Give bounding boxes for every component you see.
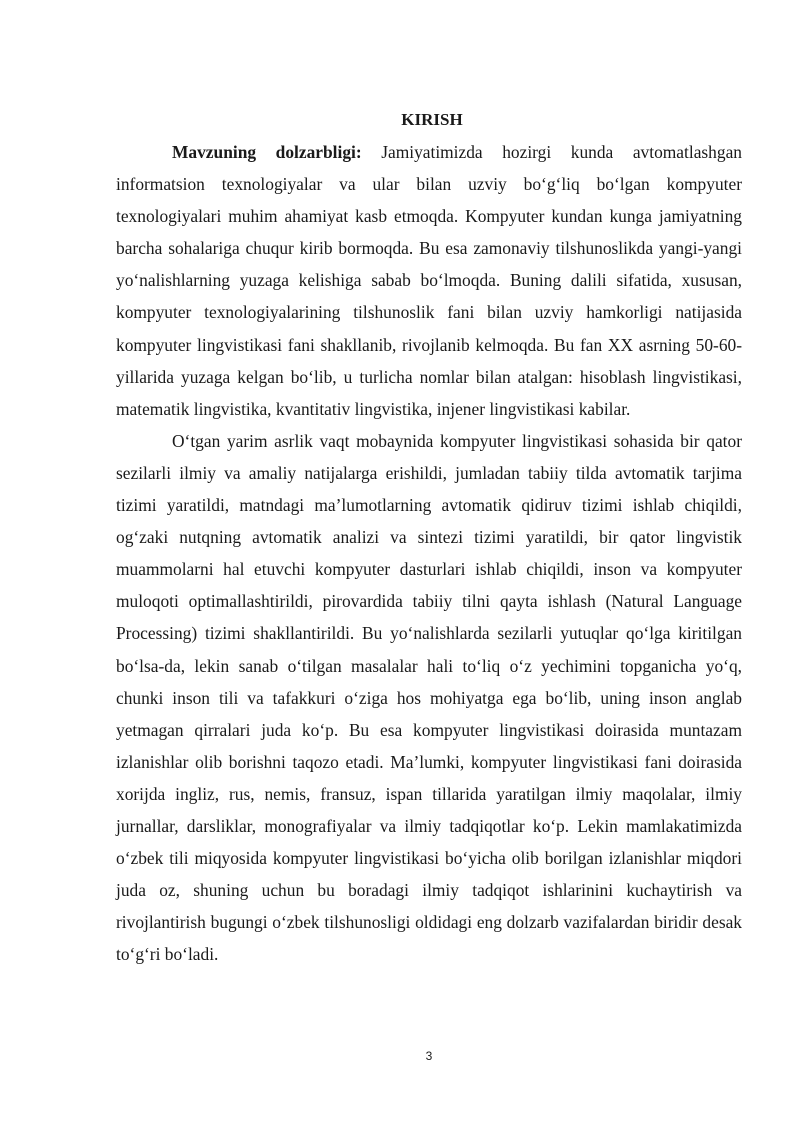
- paragraph-achievements: [116, 425, 742, 971]
- page-content: [116, 106, 742, 970]
- page-number: 3: [425, 1049, 433, 1063]
- paragraph-relevance: [116, 136, 742, 425]
- paragraph-text: O‘tgan yarim asrlik vaqt mobaynida kompyuter lingvistikasi sohasida bir qator sezilarli ilmiy va amaliy natijalarga erishildi, jumladan tabiiy tilda avtomatik tarjima tizimi yaratildi, matndagi ma’lumotlarning avtomatik qidiruv tizimi ishlab chiqildi, og‘zaki nutqning avtomatik analizi va sintezi tizimi yaratildi, bir qator lingvistik muammolarni hal etuvchi kompyuter dasturlari ishlab chiqildi, inson va kompyuter muloqoti optimallashtirildi, pirovardida tabiiy tilni qayta ishlash (Natural Language Processing) tizimi shakllantirildi. Bu yo‘nalishlarda sezilarli yutuqlar qo‘lga kiritilgan bo‘lsa-da, lekin sanab o‘tilgan masalalar hali to‘liq o‘z yechimini topganicha yo‘q, chunki inson tili va tafakkuri o‘ziga hos mohiyatga ega bo‘lib, uning inson anglab yetmagan qirralari juda ko‘p. Bu esa kompyuter lingvistikasi doirasida muntazam izlanishlar olib borishni taqozo etadi. Ma’lumki, kompyuter lingvistikasi fani doirasida xorijda ingliz, rus, nemis, fransuz, ispan tillarida yaratilgan ilmiy maqolalar, ilmiy jurnallar, darsliklar, monografiyalar va ilmiy tadqiqotlar ko‘p. Lekin mamlakatimizda o‘zbek tili miqyosida kompyuter lingvistikasi bo‘yicha olib borilgan izlanishlar miqdori juda oz, shuning uchun bu boradagi ilmiy tadqiqot ishlarinini kuchaytirish va rivojlantirish bugungi o‘zbek tilshunosligi oldidagi eng dolzarb vazifalardan biridir desak to‘g‘ri bo‘ladi.: [116, 430, 742, 965]
- paragraph-text: Jamiyatimizda hozirgi kunda avtomatlashgan informatsion texnologiyalar va ular bilan uzviy bo‘g‘liq bo‘lgan kompyuter texnologiyalari muhim ahamiyat kasb etmoqda. Kompyuter kundan kunga jamiyatning barcha sohalariga chuqur kirib bormoqda. Bu esa zamonaviy tilshunoslikda yangi-yangi yo‘nalishlarning yuzaga kelishiga sabab bo‘lmoqda. Buning dalili sifatida, xususan, kompyuter texnologiyalarining tilshunoslik fani bilan uzviy hamkorligi natijasida kompyuter lingvistikasi fani shakllanib, rivojlanib kelmoqda. Bu fan XX asrning 50-60-yillarida yuzaga kelgan bo‘lib, u turlicha nomlar bilan atalgan: hisoblash lingvistikasi, matematik lingvistika, kvantitativ lingvistika, injener lingvistikasi kabilar.: [116, 142, 742, 419]
- paragraph-lead: Mavzuning dolzarbligi:: [172, 142, 362, 162]
- section-title: KIRISH: [401, 110, 463, 129]
